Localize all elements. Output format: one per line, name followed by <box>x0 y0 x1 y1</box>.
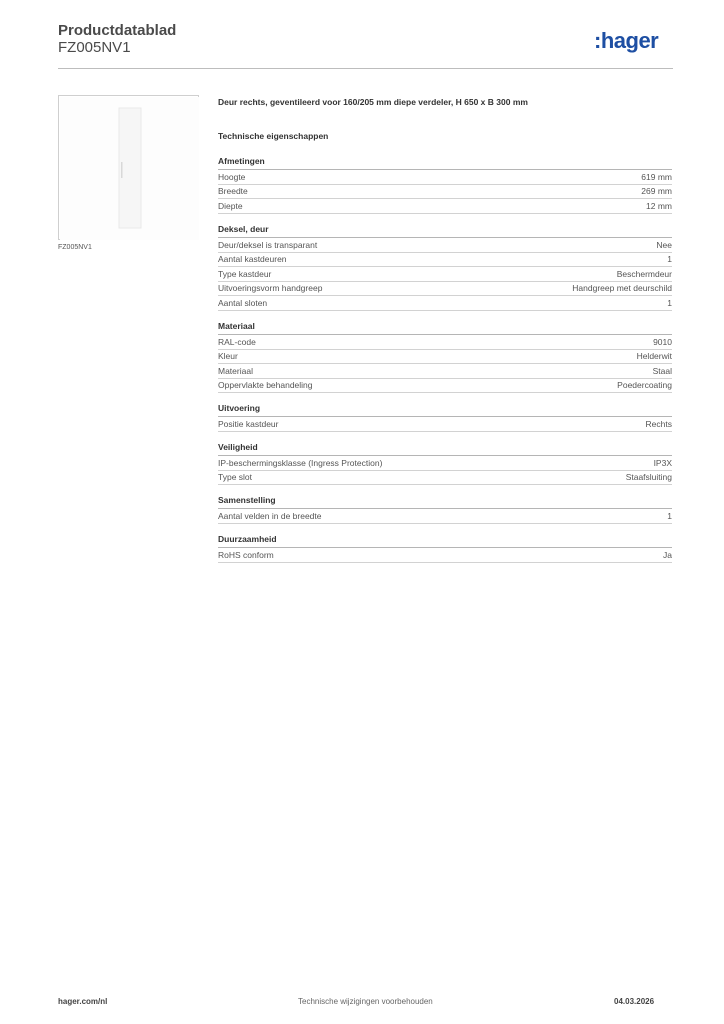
spec-value: Staafsluiting <box>625 472 672 483</box>
spec-row <box>218 199 672 214</box>
group-duurzaamheid <box>218 534 672 563</box>
group-title: Veiligheid <box>218 442 672 456</box>
spec-label: Materiaal <box>218 365 253 376</box>
spec-row <box>218 509 672 524</box>
spec-row <box>218 185 672 200</box>
svg-text::hager: :hager <box>594 28 659 53</box>
product-description: Deur rechts, geventileerd voor 160/205 mm diepe verdeler, H 650 x B 300 mm <box>218 97 528 107</box>
section-heading: Technische eigenschappen <box>218 131 329 141</box>
group-afmetingen <box>218 156 672 214</box>
spec-label: IP-beschermingsklasse (Ingress Protection) <box>218 457 383 468</box>
spec-row <box>218 417 672 432</box>
spec-row <box>218 238 672 253</box>
group-samenstelling <box>218 495 672 524</box>
spec-value: Staal <box>652 365 672 376</box>
spec-label: Type kastdeur <box>218 268 272 279</box>
document-title: Productdatablad <box>58 22 177 39</box>
spec-label: Type slot <box>218 472 253 483</box>
spec-value: 1 <box>667 510 672 521</box>
footer-website: hager.com/nl <box>58 997 108 1006</box>
spec-label: Hoogte <box>218 171 246 182</box>
spec-label: Aantal kastdeuren <box>218 254 287 265</box>
spec-value: Ja <box>663 549 672 560</box>
spec-row <box>218 335 672 350</box>
spec-value: IP3X <box>653 457 672 468</box>
spec-row <box>218 548 672 563</box>
spec-label: Deur/deksel is transparant <box>218 239 318 250</box>
group-title: Samenstelling <box>218 495 672 509</box>
spec-row <box>218 296 672 311</box>
spec-label: Oppervlakte behandeling <box>218 380 313 391</box>
spec-row <box>218 379 672 394</box>
group-title: Uitvoering <box>218 403 672 417</box>
spec-label: Kleur <box>218 351 238 362</box>
footer-disclaimer: Technische wijzigingen voorbehouden <box>298 997 433 1006</box>
spec-row <box>218 456 672 471</box>
group-uitvoering <box>218 403 672 432</box>
spec-value: Poedercoating <box>617 380 672 391</box>
spec-row <box>218 364 672 379</box>
spec-row <box>218 267 672 282</box>
spec-value: 619 mm <box>641 171 672 182</box>
spec-value: 1 <box>667 254 672 265</box>
spec-label: Positie kastdeur <box>218 418 279 429</box>
group-deksel-deur <box>218 224 672 311</box>
product-image <box>58 95 199 240</box>
spec-row <box>218 471 672 486</box>
footer-date: 04.03.2026 <box>614 997 655 1006</box>
spec-row <box>218 350 672 365</box>
group-title: Duurzaamheid <box>218 534 672 548</box>
spec-label: Aantal sloten <box>218 297 268 308</box>
product-code: FZ005NV1 <box>58 39 131 56</box>
spec-value: Beschermdeur <box>616 268 672 279</box>
spec-value: Nee <box>656 239 672 250</box>
spec-label: Uitvoeringsvorm handgreep <box>218 283 323 294</box>
spec-value: Rechts <box>645 418 672 429</box>
spec-value: 269 mm <box>641 186 672 197</box>
spec-value: 9010 <box>653 336 672 347</box>
header-divider <box>58 68 673 69</box>
image-caption: FZ005NV1 <box>58 244 92 251</box>
spec-label: Diepte <box>218 200 243 211</box>
spec-label: Breedte <box>218 186 248 197</box>
spec-label: RAL-code <box>218 336 256 347</box>
spec-row <box>218 282 672 297</box>
spec-value: 1 <box>667 297 672 308</box>
spec-row <box>218 253 672 268</box>
hager-logo <box>594 28 674 54</box>
group-title: Materiaal <box>218 321 672 335</box>
spec-label: RoHS conform <box>218 549 274 560</box>
spec-row <box>218 170 672 185</box>
spec-value: Helderwit <box>636 351 672 362</box>
spec-label: Aantal velden in de breedte <box>218 510 322 521</box>
group-veiligheid <box>218 442 672 485</box>
group-title: Deksel, deur <box>218 224 672 238</box>
spec-value: 12 mm <box>646 200 672 211</box>
group-title: Afmetingen <box>218 156 672 170</box>
group-materiaal <box>218 321 672 393</box>
spec-value: Handgreep met deurschild <box>572 283 672 294</box>
